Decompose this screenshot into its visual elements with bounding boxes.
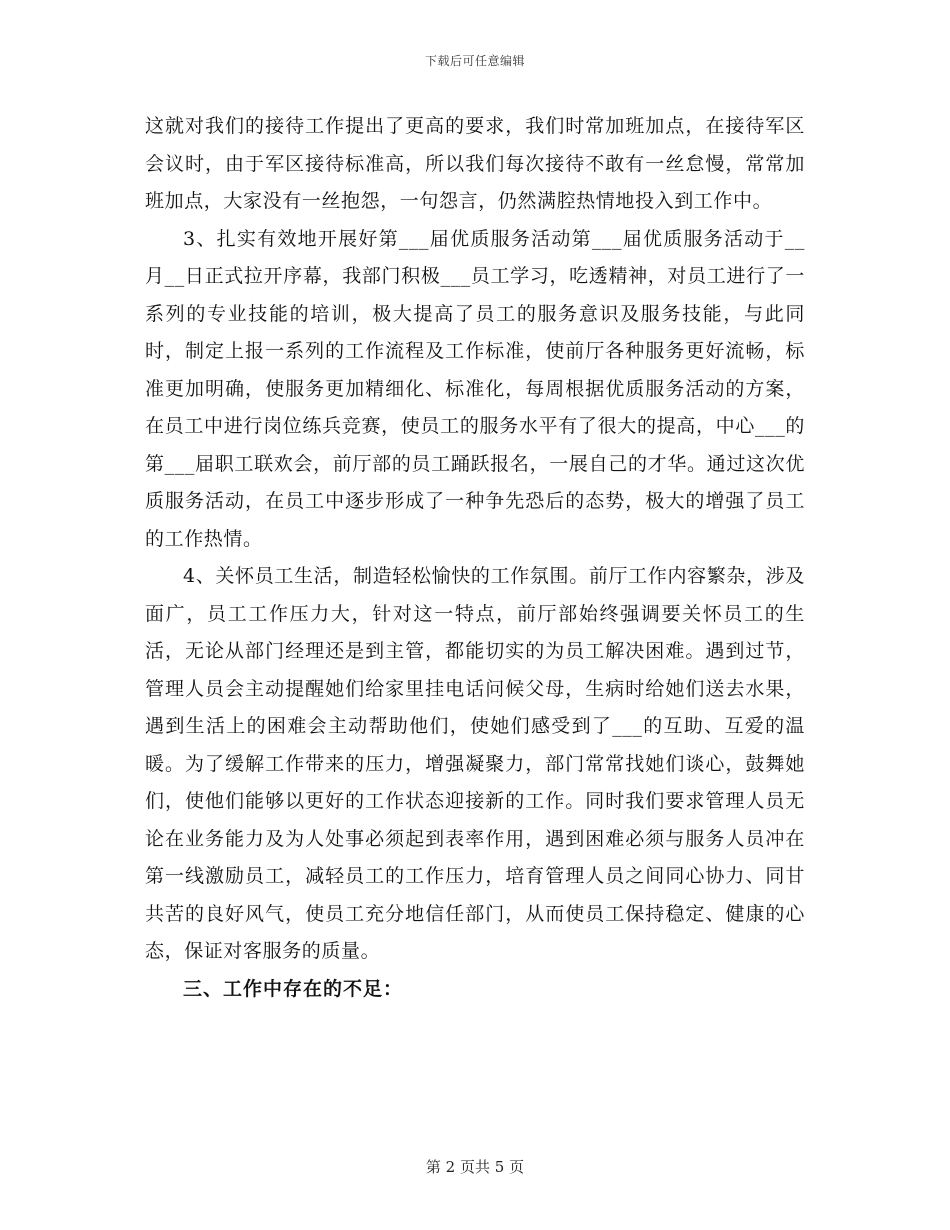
- section-heading-shortcomings: 三、工作中存在的不足：: [183, 977, 404, 1000]
- page-footer-page-number: 第 2 页共 5 页: [425, 1158, 525, 1176]
- document-body: [145, 108, 805, 1008]
- page-header: 下载后可任意编辑: [424, 54, 525, 68]
- paragraph-continuation: 这就对我们的接待工作提出了更高的要求，我们时常加班加点，在接待军区会议时，由于军区接待标准高，所以我们每次接待不敢有一丝怠慢，常常加班加点，大家没有一丝抱怨，一句怨言，仍然满腔热情地投入到工作中。: [145, 115, 805, 212]
- paragraph-service-activity: 3、扎实有效地开展好第___届优质服务活动第___届优质服务活动于__月__日正式拉开序幕，我部门积极___员工学习，吃透精神，对员工进行了一系列的专业技能的培训，极大提高了员工的服务意识及服务技能，与此同时，制定上报一系列的工作流程及工作标准，使前厅各种服务更好流畅，标准更加明确，使服务更加精细化、标准化，每周根据优质服务活动的方案，在员工中进行岗位练兵竞赛，使员工的服务水平有了很大的提高，中心___的第___届职工联欢会，前厅部的员工踊跃报名，一展自己的才华。通过这次优质服务活动，在员工中逐步形成了一种争先恐后的态势，极大的增强了员工的工作热情。: [145, 227, 805, 550]
- paragraph-employee-care: 4、关怀员工生活，制造轻松愉快的工作氛围。前厅工作内容繁杂，涉及面广，员工工作压力大，针对这一特点，前厅部始终强调要关怀员工的生活，无论从部门经理还是到主管，都能切实的为员工解决困难。遇到过节，管理人员会主动提醒她们给家里挂电话问候父母，生病时给她们送去水果，遇到生活上的困难会主动帮助他们，使她们感受到了___的互助、互爱的温暖。为了缓解工作带来的压力，增强凝聚力，部门常常找她们谈心，鼓舞她们，使他们能够以更好的工作状态迎接新的工作。同时我们要求管理人员无论在业务能力及为人处事必须起到表率作用，遇到困难必须与服务人员冲在第一线激励员工，减轻员工的工作压力，培育管理人员之间同心协力、同甘共苦的良好风气，使员工充分地信任部门，从而使员工保持稳定、健康的心态，保证对客服务的质量。: [145, 565, 805, 962]
